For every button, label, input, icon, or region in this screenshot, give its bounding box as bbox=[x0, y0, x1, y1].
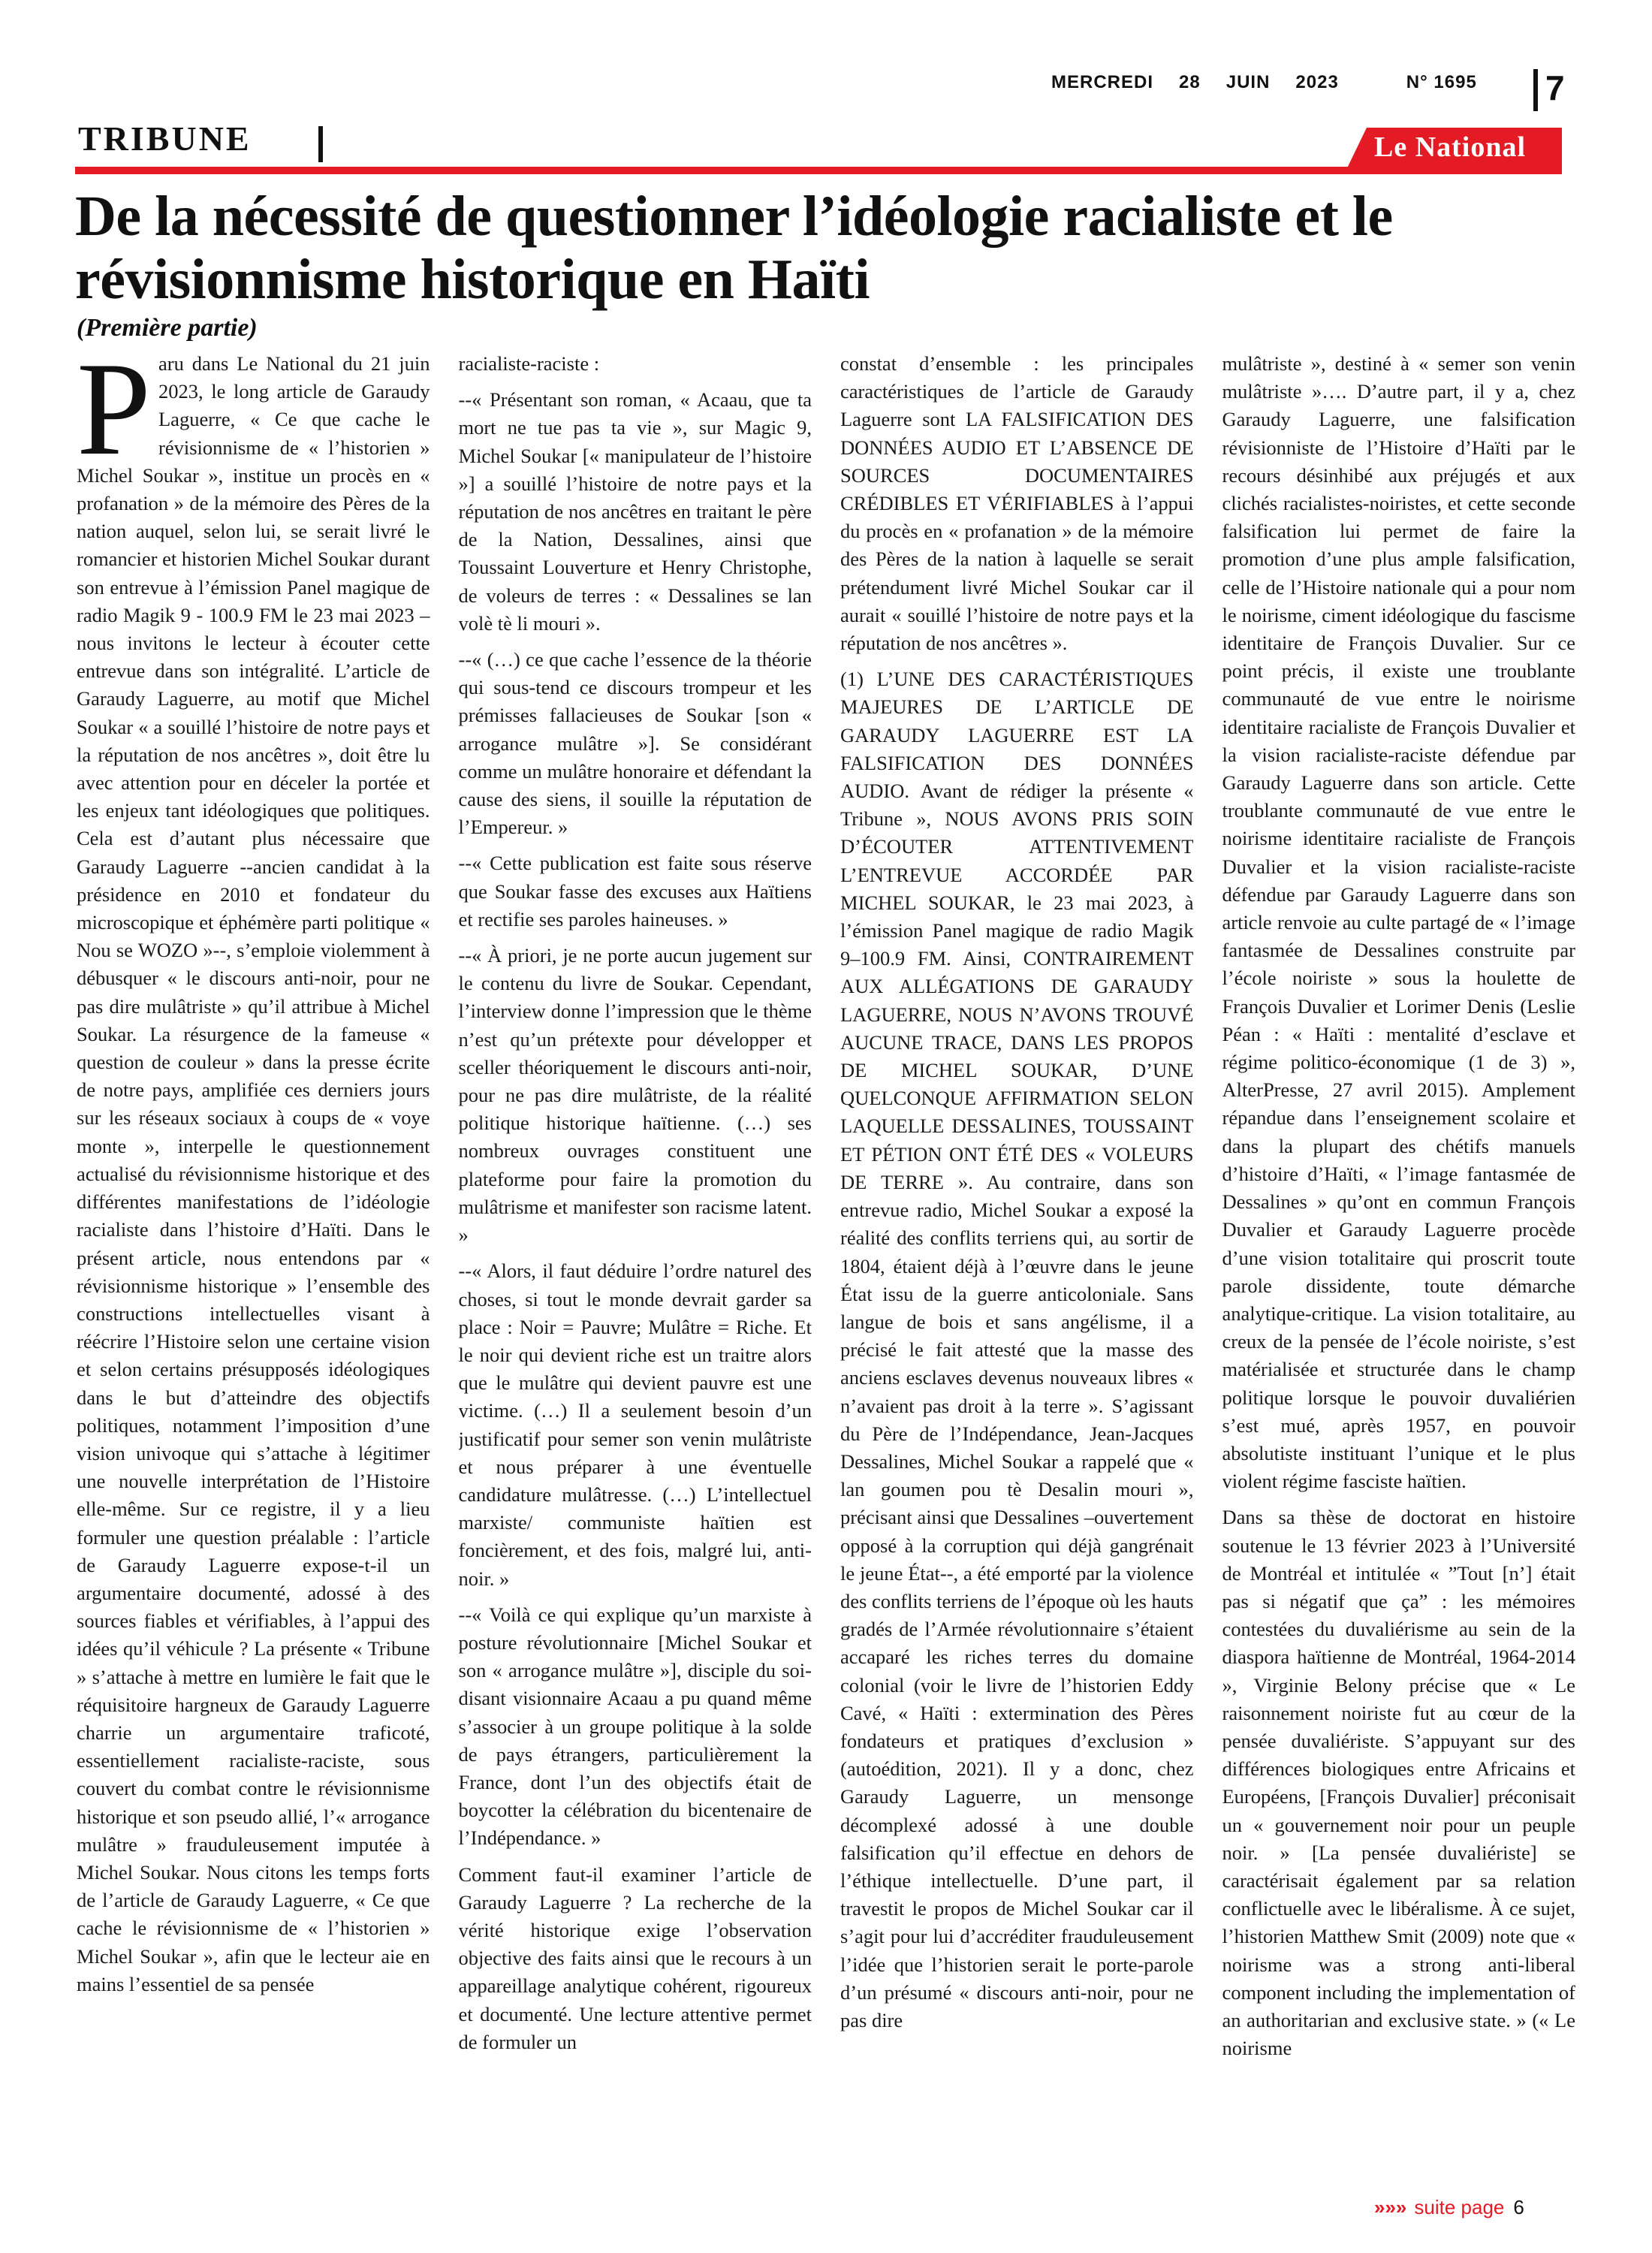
masthead-day: MERCREDI bbox=[1051, 72, 1154, 92]
section-label: TRIBUNE bbox=[78, 119, 252, 158]
page-number-divider bbox=[1533, 69, 1538, 111]
article-headline: De la nécessité de questionner l’idéologie racialiste et le révisionnisme historique en Haïti bbox=[75, 185, 1393, 311]
paragraph: Dans sa thèse de doctorat en histoire soutenue le 13 février 2023 à l’Université de Montréal et intitulée « ”Tout [n’] était pas si négatif que ça” : les mémoires contestées du duvaliérisme au sein de la diaspora haïtienne de Montréal, 1964-2014 », Virginie Belony précise que « Le raisonnement noiriste fut au cœur de la pensée duvaliériste. S’appuyant sur des différences biologiques entre Africains et Européens, [François Duvalier] préconisait un « gouvernement noir pour un peuple noir. » [La pensée duvaliériste] se caractérisait également par sa relation conflictuelle avec le libéralisme. À ce sujet, l’historien Matthew Smit (2009) note que « noirisme was a strong anti-liberal component including the implementation of an authoritarian and exclusive state. » (« Le noirisme bbox=[1222, 1506, 1575, 2060]
page-number: 7 bbox=[1545, 68, 1565, 107]
quote-paragraph: --« (…) ce que cache l’essence de la théorie qui sous-tend ce discours trompeur et les prémisses fallacieuses de Soukar [son « arrogance mulâtre »]. Se considérant comme un mulâtre honoraire et défendant la cause des siens, il souille la réputation de l’Empereur. » bbox=[458, 648, 812, 839]
masthead-month: JUIN bbox=[1225, 72, 1271, 92]
brand-logo-text: Le National bbox=[1374, 131, 1527, 163]
quote-paragraph: --« Présentant son roman, « Acaau, que ta mort ne tue pas ta vie », sur Magic 9, Michel Soukar [« manipulateur de l’histoire »] a souillé l’histoire de notre pays et la réputation de nos ancêtres en traitant le père de la Nation, Dessalines, ainsi que Toussaint Louverture et Henry Christophe, de voleurs de terres : « Dessalines se lan volè tè li mouri ». bbox=[458, 388, 812, 635]
masthead-dateline bbox=[1051, 72, 1503, 93]
quote-paragraph: --« Alors, il faut déduire l’ordre naturel des choses, si tout le monde devrait garder sa place : Noir = Pauvre; Mulâtre = Riche. Et le noir qui devient riche est un traitre alors que le mulâtre qui devient pauvre est une victime. (…) Il a seulement besoin d’un justificatif pour semer son venin mulâtriste et nous préparer à une éventuelle candidature mulâtresse. (…) L’intellectuel marxiste/ communiste haïtien est foncièrement, et des fois, malgré lui, anti-noir. » bbox=[458, 1259, 812, 1590]
masthead-year: 2023 bbox=[1295, 72, 1339, 92]
paragraph: Comment faut-il examiner l’article de Garaudy Laguerre ? La recherche de la vérité historique exige l’observation objective des faits ainsi que le recours à un appareillage analytique cohérent, rigoureux et documenté. Une lecture attentive permet de formuler un bbox=[458, 1862, 812, 2053]
paragraph bbox=[77, 350, 430, 1998]
continue-label: suite page bbox=[1414, 2196, 1505, 2218]
masthead-date: 28 bbox=[1179, 72, 1201, 92]
article-body bbox=[77, 350, 1575, 2188]
paragraph: mulâtriste », destiné à « semer son venin mulâtriste »…. D’autre part, il y a, chez Garaudy Laguerre, une falsification révisionniste de l’Histoire d’Haïti par le recours désinhibé aux préjugés et aux clichés racialistes-noiristes, et cette seconde falsification lui permet de faire la promotion d’une plus ample falsification, celle de l’Histoire nationale qui a pour nom le noirisme, ciment idéologique du fascisme identitaire de François Duvalier. Sur ce point précis, il existe une troublante communauté de vue entre le noirisme identitaire racialiste de François Duvalier et la vision racialiste-raciste défendue par Garaudy Laguerre dans son article. Cette troublante communauté de vue entre le noirisme identitaire racialiste de François Duvalier et la vision racialiste-raciste défendue par Garaudy Laguerre dans son article renvoie au culte partagé de « l’image fantasmée de Dessalines construite par l’école noiriste » sous la houlette de François Duvalier et Lorimer Denis (Leslie Péan : « Haïti : mentalité d’esclave et régime politico-économique (1 de 3) », AlterPresse, 27 avril 2015). Amplement répandue dans l’enseignement scolaire et dans la plupart des chétifs manuels d’histoire d’Haïti, « l’image fantasmée de Dessalines » qu’ont en commun François Duvalier et Garaudy Laguerre procède d’une vision totalitaire qui proscrit toute parole dissidente, toute démarche analytique-critique. La vision totalitaire, au creux de la pensée de l’école noiriste, s’est matérialisée et structurée dans le champ politique lorsque le pouvoir duvaliérien s’est mué, après 1957, en pouvoir absolutiste instituant l’unique et le plus violent régime fasciste haïtien. bbox=[1222, 352, 1575, 1493]
paragraph-text: aru dans Le National du 21 juin 2023, le long article de Garaudy Laguerre, « Ce que cache le révisionnisme de « l’historien » Michel Soukar », institue un procès en « profanation » de la mémoire des Pères de la nation auquel, selon lui, se serait livré le romancier et historien Michel Soukar durant son entrevue à l’émission Panel magique de radio Magik 9 - 100.9 FM le 23 mai 2023 –nous invitons le lecteur à écouter cette entrevue dans son intégralité. L’article de Garaudy Laguerre, au motif que Michel Soukar « a souillé l’histoire de notre pays et la réputation de nos ancêtres », doit être lu avec attention pour en déceler la portée et les enjeux tant idéologiques que politiques. Cela est d’autant plus nécessaire que Garaudy Laguerre --ancien candidat à la présidence en 2010 et fondateur du microscopique et éphémère parti politique « Nou se WOZO »--, s’emploie violemment à débusquer « le discours anti-noir, pour ne pas dire mulâtriste » qu’il attribue à Michel Soukar. La résurgence de la fameuse « question de couleur » dans la presse écrite de notre pays, amplifiée ces derniers jours sur les réseaux sociaux à coups de « voye monte », interpelle le questionnement actualisé du révisionnisme historique et des différentes manifestations de l’idéologie racialiste dans l’histoire d’Haïti. Dans le présent article, nous entendons par « révisionnisme historique » l’ensemble des constructions intellectuelles visant à réécrire l’Histoire selon une certaine vision et selon certains présupposés idéologiques dans le but d’atteindre des objectifs politiques, notamment l’imposition d’une vision univoque qui s’attache à légitimer une nouvelle interprétation de l’Histoire elle-même. Sur ce registre, il y a lieu formuler une question préalable : l’article de Garaudy Laguerre expose-t-il un argumentaire documenté, adossé à des sources fiables et vérifiables, à l’appui des idées qu’il véhicule ? La présente « Tribune » s’attache à mettre en lumière le fait que le réquisitoire hargneux de Garaudy Laguerre charrie un argumentaire traficoté, essentiellement racialiste-raciste, sous couvert du combat contre le révisionnisme historique et son pseudo allié, l’« arrogance mulâtre » frauduleusement imputée à Michel Soukar. Nous citons les temps forts de l’article de Garaudy Laguerre, « Ce que cache le révisionnisme de « l’historien » Michel Soukar », afin que le lecteur aie en mains l’essentiel de sa pensée bbox=[77, 352, 430, 1995]
continue-arrows-icon: »»» bbox=[1374, 2196, 1407, 2218]
drop-cap: P bbox=[77, 350, 151, 483]
masthead-issue: N° 1695 bbox=[1406, 72, 1477, 92]
quote-paragraph: --« À priori, je ne porte aucun jugement sur le contenu du livre de Soukar. Cependant, l’interview donne l’impression que le thème n’est qu’un prétexte pour développer et sceller théoriquement le discours anti-noir, pour ne pas dire mulâtriste, de la réalité politique historique haïtienne. (…) ses nombreux ouvrages constituent une plateforme pour faire la promotion du mulâtrisme et manifester son racisme latent. » bbox=[458, 944, 812, 1247]
article-column-4 bbox=[1222, 350, 1576, 2188]
article-column-2 bbox=[459, 350, 812, 2188]
continue-page-number: 6 bbox=[1513, 2196, 1524, 2218]
section-divider bbox=[318, 126, 323, 162]
article-column-1 bbox=[77, 350, 430, 2188]
header-rule bbox=[75, 167, 1547, 174]
quote-paragraph: --« Voilà ce qui explique qu’un marxiste à posture révolutionnaire [Michel Soukar et son « arrogance mulâtre »], disciple du soi-disant visionnaire Acaau a pu quand même s’associer à un groupe politique à la solde de pays étrangers, particulièrement la France, dont l’un des objectifs était de boycotter la célébration du bicentenaire de l’Indépendance. » bbox=[458, 1603, 812, 1850]
quote-paragraph: --« Cette publication est faite sous réserve que Soukar fasse des excuses aux Haïtiens et rectifie ses paroles haineuses. » bbox=[458, 852, 812, 930]
article-column-3 bbox=[840, 350, 1194, 2188]
paragraph: constat d’ensemble : les principales caractéristiques de l’article de Garaudy Laguerre sont LA FALSIFICATION DES DONNÉES AUDIO ET L’ABSENCE DE SOURCES DOCUMENTAIRES CRÉDIBLES ET VÉRIFIABLES à l’appui du procès en « profanation » de la mémoire des Pères de la nation à laquelle se serait prétendument livré Michel Soukar car il aurait « souillé l’histoire de notre pays et la réputation de nos ancêtres ». bbox=[840, 352, 1194, 655]
paragraph: racialiste-raciste : bbox=[458, 352, 600, 375]
article-subtitle: (Première partie) bbox=[77, 314, 258, 342]
continued-on-link[interactable] bbox=[1374, 2196, 1524, 2219]
paragraph: (1) L’UNE DES CARACTÉRISTIQUES MAJEURES DE L’ARTICLE DE GARAUDY LAGUERRE EST LA FALSIFICATION DES DONNÉES AUDIO. Avant de rédiger la présente « Tribune », NOUS AVONS PRIS SOIN D’ÉCOUTER ATTENTIVEMENT L’ENTREVUE ACCORDÉE PAR MICHEL SOUKAR, le 23 mai 2023, à l’émission Panel magique de radio Magik 9–100.9 FM. Ainsi, CONTRAIREMENT AUX ALLÉGATIONS DE GARAUDY LAGUERRE, NOUS N’AVONS TROUVÉ AUCUNE TRACE, DANS LES PROPOS DE MICHEL SOUKAR, D’UNE QUELCONQUE AFFIRMATION SELON LAQUELLE DESSALINES, TOUSSAINT ET PÉTION ONT ÉTÉ DES « VOLEURS DE TERRE ». Au contraire, dans son entrevue radio, Michel Soukar a exposé la réalité des conflits terriens qui, au sortir de 1804, étaient déjà à l’œuvre dans le jeune État issu de la guerre anticoloniale. Sans langue de bois et sans angélisme, il a précisé le fait attesté que la masse des anciens esclaves devenus nouveaux libres « n’avaient pas droit à la terre ». S’agissant du Père de l’Indépendance, Jean-Jacques Dessalines, Michel Soukar a rappelé que « lan goumen pou tè Desalin mouri », précisant ainsi que Dessalines –ouvertement opposé à la corruption qui déjà gangrénait le jeune État--, a été emporté par la violence des conflits terriens de l’époque où les hauts gradés de l’Armée révolutionnaire s’étaient accaparé les riches terres du domaine colonial (voir le livre de l’historien Eddy Cavé, « Haïti : extermination des Pères fondateurs et pratiques d’exclusion » (autoédition, 2021). Il y a donc, chez Garaudy Laguerre, un mensonge décomplexé adossé à une double falsification qu’il effectue en dehors de l’éthique intellectuelle. D’une part, il travestit le propos de Michel Soukar car il s’agit pour lui d’accréditer frauduleusement l’idée que l’historien serait le porte-parole d’un présumé « discours anti-noir, pour ne pas dire bbox=[840, 668, 1194, 2031]
